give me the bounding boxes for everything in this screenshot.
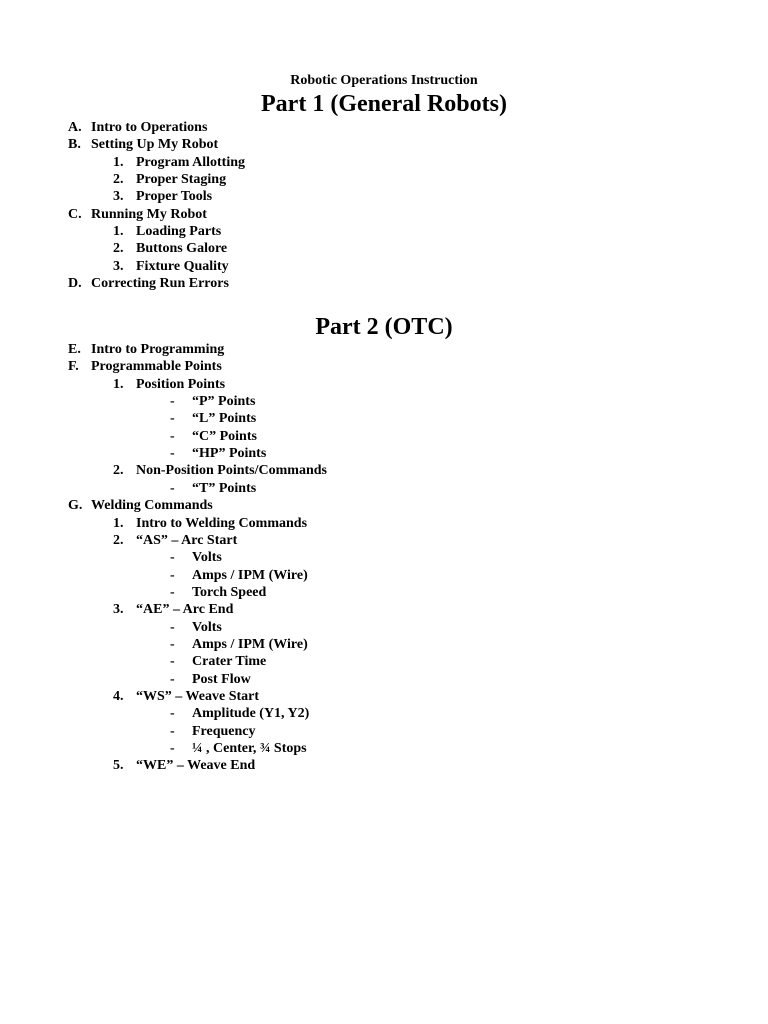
outline-item-text: Running My Robot [91, 206, 207, 222]
outline-item-marker: B. [68, 137, 81, 153]
outline-item-marker: 4. [113, 689, 124, 704]
outline-item-text: “WS” – Weave Start [136, 689, 260, 704]
outline-item-text: Fixture Quality [136, 258, 229, 274]
outline-item-text: Loading Parts [136, 224, 222, 240]
part2-heading: Part 2 (OTC) [315, 314, 453, 340]
outline-item-marker: - [170, 411, 175, 427]
outline-item-text: Programmable Points [91, 359, 222, 375]
outline-item-marker: - [170, 428, 175, 444]
outline-item-text: Volts [192, 550, 222, 566]
outline-item-text: Program Allotting [136, 154, 246, 170]
outline-item-marker: - [170, 550, 175, 566]
outline-item-marker: 3. [113, 189, 124, 205]
outline-item-text: Proper Staging [136, 172, 227, 188]
outline-item-text: Intro to Operations [91, 120, 208, 135]
outline-item-text: Intro to Welding Commands [136, 515, 308, 531]
outline-item-text: Welding Commands [91, 498, 213, 514]
outline-item-marker: A. [68, 120, 82, 135]
outline-item-text: Setting Up My Robot [91, 137, 219, 153]
outline-item-text: ¼ , Center, ¾ Stops [192, 741, 307, 757]
outline-item-text: “C” Points [192, 428, 257, 444]
outline-item-marker: 1. [113, 224, 124, 240]
outline-item-marker: C. [68, 206, 82, 222]
outline-item-marker: - [170, 706, 175, 722]
outline-item-marker: 1. [113, 515, 124, 531]
outline-item-marker: - [170, 394, 175, 410]
outline-item-marker: - [170, 567, 175, 583]
document-title: Robotic Operations Instruction [290, 73, 478, 88]
outline-item-marker: - [170, 584, 175, 600]
outline-item-text: Crater Time [192, 654, 267, 670]
outline-item-text: Correcting Run Errors [91, 276, 229, 292]
outline-item-marker: - [170, 636, 175, 652]
outline-item-marker: 1. [113, 154, 124, 170]
outline-item-text: Buttons Galore [136, 241, 228, 257]
outline-item-marker: 1. [113, 376, 124, 392]
outline-item-text: “HP” Points [192, 446, 267, 462]
outline-item-text: Amps / IPM (Wire) [192, 636, 308, 652]
outline-item-text: Amplitude (Y1, Y2) [192, 706, 310, 722]
outline-item-text: Position Points [136, 376, 226, 392]
outline-item-marker: 3. [113, 602, 124, 618]
outline-item-marker: D. [68, 276, 82, 292]
outline-item-marker: F. [68, 359, 79, 375]
outline-item-marker: - [170, 671, 175, 687]
outline-item-marker: - [170, 723, 175, 739]
outline-item-text: “AE” – Arc End [136, 602, 234, 618]
outline-item-marker: 3. [113, 258, 124, 274]
outline-item-marker: - [170, 619, 175, 635]
outline-item-marker: 2. [113, 532, 124, 548]
outline-item-marker: E. [68, 342, 81, 357]
outline-item-text: Amps / IPM (Wire) [192, 567, 308, 583]
outline-item-marker: - [170, 654, 175, 670]
outline-item-text: “L” Points [192, 411, 257, 427]
outline-item-text: Post Flow [192, 671, 251, 687]
outline-item-marker: - [170, 480, 175, 496]
outline-item-marker: - [170, 446, 175, 462]
outline-item-text: Frequency [192, 723, 256, 739]
outline-item-marker: G. [68, 498, 83, 514]
outline-item-marker: 5. [113, 758, 124, 774]
outline-item-marker: 2. [113, 172, 124, 188]
outline-item-text: Torch Speed [192, 584, 267, 600]
outline-item-text: Intro to Programming [91, 342, 225, 357]
outline-item-text: “AS” – Arc Start [136, 532, 238, 548]
part1-heading: Part 1 (General Robots) [261, 91, 507, 117]
outline-item-marker: 2. [113, 241, 124, 257]
outline-item-text: Volts [192, 619, 222, 635]
outline-item-marker: 2. [113, 463, 124, 479]
outline-item-text: “P” Points [192, 394, 256, 410]
outline-item-text: Non-Position Points/Commands [136, 463, 327, 479]
outline-item-text: “T” Points [192, 480, 257, 496]
outline-item-marker: - [170, 741, 175, 757]
outline-item-text: “WE” – Weave End [136, 758, 256, 774]
outline-item-text: Proper Tools [136, 189, 213, 205]
